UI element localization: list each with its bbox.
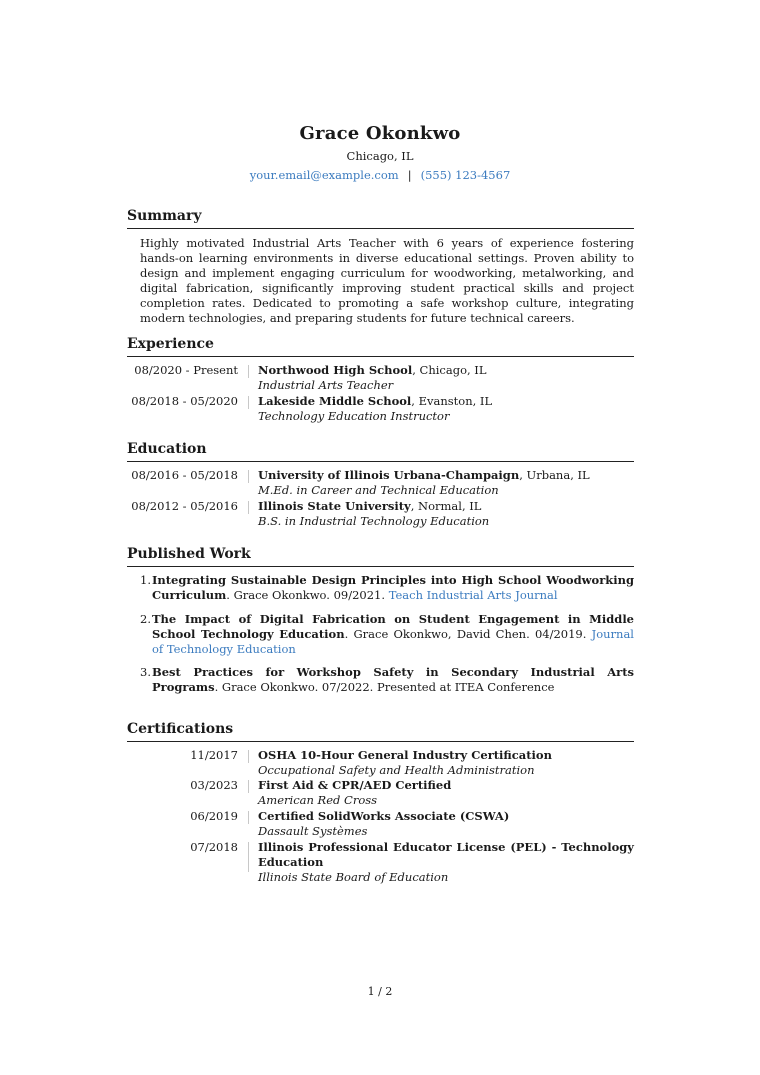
entry-date: 08/2016 - 05/2018 bbox=[131, 468, 238, 482]
certification-issuer: American Red Cross bbox=[258, 793, 378, 807]
entry-date: 07/2018 bbox=[190, 840, 238, 854]
timeline-bar bbox=[248, 780, 249, 793]
timeline-bar bbox=[248, 501, 249, 514]
entry-date: 03/2023 bbox=[190, 778, 238, 792]
list-number: 2. bbox=[140, 612, 151, 626]
section-divider bbox=[127, 461, 634, 462]
candidate-location: Chicago, IL bbox=[346, 149, 414, 163]
publication-title: Best Practices for Workshop Safety in Secondary Industrial Arts Programs bbox=[152, 665, 634, 694]
publication-venue-link[interactable]: Journal of Technology Education bbox=[152, 627, 634, 656]
school-location: , Normal, IL bbox=[410, 499, 482, 513]
section-heading-summary: Summary bbox=[127, 208, 202, 224]
contact-separator: | bbox=[407, 168, 412, 182]
section-heading-publications: Published Work bbox=[127, 546, 251, 562]
section-divider bbox=[127, 228, 634, 229]
entry-date: 08/2018 - 05/2020 bbox=[131, 394, 238, 408]
employer-name: Northwood High School bbox=[258, 363, 413, 377]
timeline-bar bbox=[248, 750, 249, 763]
section-heading-certifications: Certifications bbox=[127, 721, 234, 737]
section-heading-experience: Experience bbox=[127, 336, 214, 352]
degree: M.Ed. in Career and Technical Education bbox=[258, 483, 499, 497]
job-title: Industrial Arts Teacher bbox=[258, 378, 394, 392]
publication-details: . Grace Okonkwo, David Chen. 04/2019. bbox=[344, 627, 592, 641]
page-number: 1 / 2 bbox=[367, 985, 393, 998]
summary-paragraph: Highly motivated Industrial Arts Teacher with 6 years of experience fostering hands-on learning environments in diverse educational settings. Proven ability to design and implement engaging curriculum for woodworking, metalworking, and digital fabrication, significantly improving student practical skills and project completion rates. Dedicated to promoting a safe workshop culture, integrating modern technologies, and preparing students for future technical careers. bbox=[140, 236, 634, 325]
employer-name: Lakeside Middle School bbox=[258, 394, 412, 408]
certification-name: OSHA 10-Hour General Industry Certification bbox=[258, 748, 552, 762]
entry-date: 06/2019 bbox=[190, 809, 238, 823]
certification-issuer: Dassault Systèmes bbox=[258, 824, 368, 838]
school-name: Illinois State University bbox=[258, 499, 411, 513]
entry-date: 08/2012 - 05/2016 bbox=[131, 499, 238, 513]
degree: B.S. in Industrial Technology Education bbox=[258, 514, 490, 528]
email-link[interactable]: your.email@example.com bbox=[249, 168, 399, 182]
certification-name: First Aid & CPR/AED Certified bbox=[258, 778, 452, 792]
timeline-bar bbox=[248, 842, 249, 872]
list-number: 1. bbox=[140, 573, 151, 587]
timeline-bar bbox=[248, 365, 249, 378]
timeline-bar bbox=[248, 470, 249, 483]
section-divider bbox=[127, 741, 634, 742]
school-name: University of Illinois Urbana-Champaign bbox=[258, 468, 520, 482]
contact-line bbox=[0, 168, 760, 182]
school-location: , Urbana, IL bbox=[519, 468, 590, 482]
timeline-bar bbox=[248, 811, 249, 824]
certification-issuer: Occupational Safety and Health Administration bbox=[258, 763, 535, 777]
certification-issuer: Illinois State Board of Education bbox=[258, 870, 449, 884]
certification-name: Illinois Professional Educator License (PEL) - Technology Education bbox=[258, 840, 634, 869]
entry-date: 11/2017 bbox=[190, 748, 238, 762]
phone-link[interactable]: (555) 123-4567 bbox=[420, 168, 511, 182]
list-number: 3. bbox=[140, 665, 151, 679]
publication-title: The Impact of Digital Fabrication on Student Engagement in Middle School Technology Education bbox=[152, 612, 634, 641]
publication-title: Integrating Sustainable Design Principles into High School Woodworking Curriculum bbox=[152, 573, 634, 602]
job-title: Technology Education Instructor bbox=[258, 409, 450, 423]
employer-location: , Chicago, IL bbox=[412, 363, 487, 377]
timeline-bar bbox=[248, 396, 249, 409]
section-divider bbox=[127, 566, 634, 567]
candidate-name: Grace Okonkwo bbox=[299, 123, 461, 144]
entry-date: 08/2020 - Present bbox=[134, 363, 238, 377]
publication-details: . Grace Okonkwo. 07/2022. Presented at ITEA Conference bbox=[214, 680, 555, 694]
section-heading-education: Education bbox=[127, 441, 207, 457]
publication-venue-link[interactable]: Teach Industrial Arts Journal bbox=[388, 588, 558, 602]
certification-name: Certified SolidWorks Associate (CSWA) bbox=[258, 809, 510, 823]
publication-details: . Grace Okonkwo. 09/2021. bbox=[226, 588, 389, 602]
employer-location: , Evanston, IL bbox=[411, 394, 493, 408]
section-divider bbox=[127, 356, 634, 357]
